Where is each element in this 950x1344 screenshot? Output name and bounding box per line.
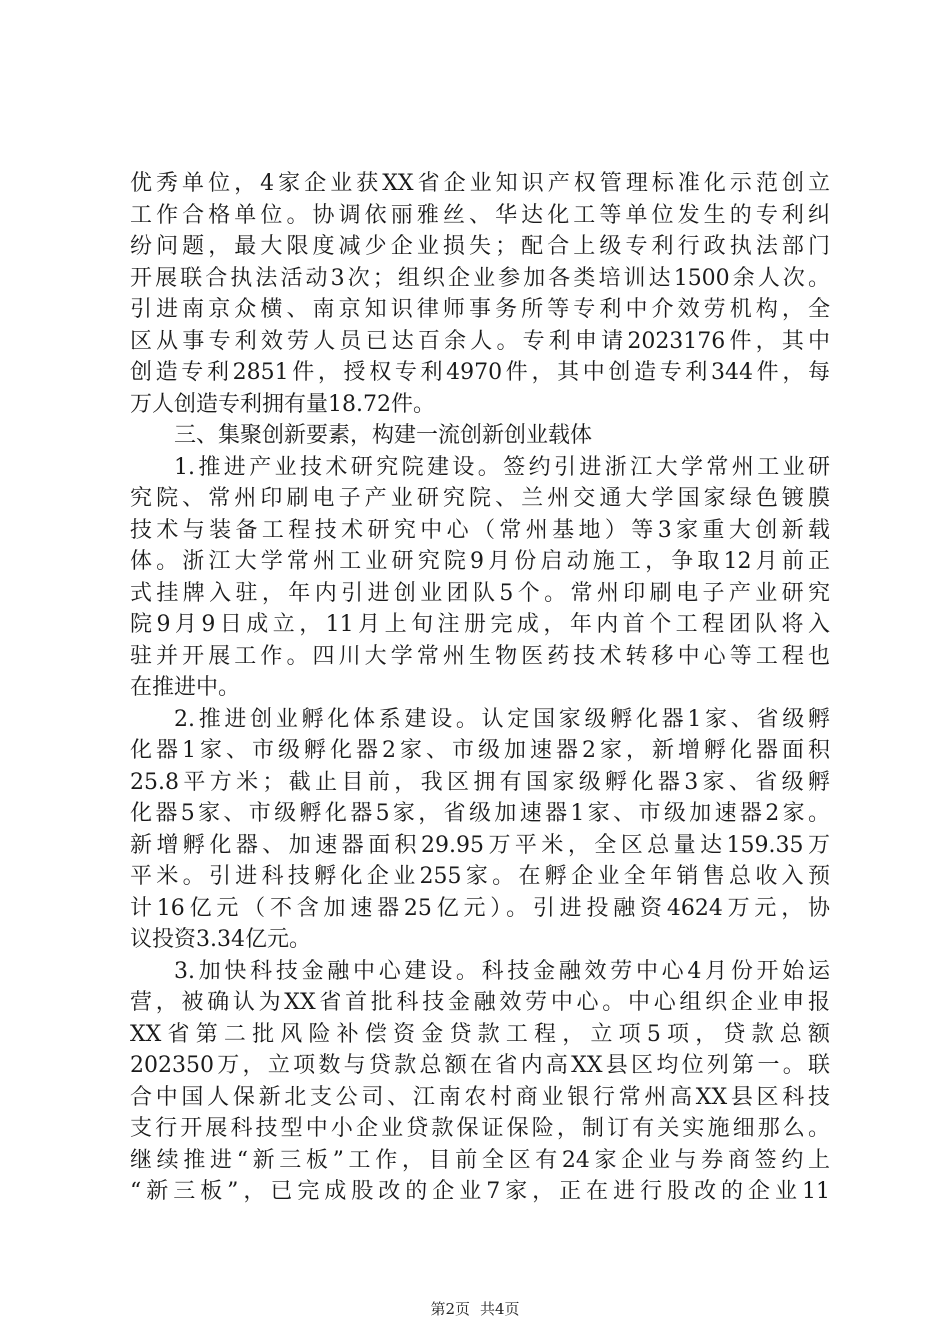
text-line: 202350万，立项数与贷款总额在省内高XX县区均位列第一。联 [130, 1053, 830, 1078]
text-line: 计16亿元（不含加速器25亿元）。引进投融资4624万元，协 [130, 895, 830, 921]
text-line: 究院、常州印刷电子产业研究院、兰州交通大学国家绿色镀膜 [130, 486, 830, 511]
text-line: 驻并开展工作。四川大学常州生物医药技术转移中心等工程也 [130, 643, 830, 669]
page-total: 共4页 [480, 1300, 520, 1318]
text-line: 工作合格单位。协调依丽雅丝、华达化工等单位发生的专利纠 [130, 202, 830, 228]
text-line: 合中国人保新北支公司、江南农村商业银行常州高XX县区科技 [130, 1084, 830, 1110]
text-line: 万人创造专利拥有量18.72件。 [130, 391, 435, 417]
text-line: 议投资3.34亿元。 [130, 927, 311, 952]
text-line: 体。浙江大学常州工业研究院9月份启动施工，争取12月前正 [130, 549, 830, 574]
text-line: 院9月9日成立，11月上旬注册完成，年内首个工程团队将入 [130, 612, 830, 637]
text-line: 创造专利2851件，授权专利4970件，其中创造专利344件，每 [130, 360, 830, 385]
text-line: 优秀单位，4家企业获XX省企业知识产权管理标准化示范创立 [130, 171, 830, 196]
page-footer [0, 1298, 950, 1319]
text-line: 2.推进创业孵化体系建设。认定国家级孵化器1家、省级孵 [174, 706, 830, 732]
text-line: 1.推进产业技术研究院建设。签约引进浙江大学常州工业研 [174, 454, 830, 480]
text-line: 营，被确认为XX省首批科技金融效劳中心。中心组织企业申报 [130, 990, 830, 1015]
text-line: 3.加快科技金融中心建设。科技金融效劳中心4月份开始运 [174, 958, 830, 984]
text-line: 三、集聚创新要素，构建一流创新创业载体 [174, 423, 593, 448]
text-line: XX省第二批风险补偿资金贷款工程，立项5项，贷款总额 [130, 1021, 830, 1047]
text-line: 化器5家、市级孵化器5家，省级加速器1家、市级加速器2家。 [130, 801, 830, 826]
text-line: 开展联合执法活动3次；组织企业参加各类培训达1500余人次。 [130, 265, 830, 291]
text-line: 新增孵化器、加速器面积29.95万平米，全区总量达159.35万 [130, 832, 830, 858]
text-line: 25.8平方米；截止目前，我区拥有国家级孵化器3家、省级孵 [130, 769, 830, 795]
text-line: 式挂牌入驻，年内引进创业团队5个。常州印刷电子产业研究 [130, 580, 830, 606]
text-line: 在推进中。 [130, 675, 241, 700]
text-line: 引进南京众横、南京知识律师事务所等专利中介效劳机构，全 [130, 297, 830, 322]
page-number: 第2页 [430, 1300, 470, 1318]
text-line: 化器1家、市级孵化器2家、市级加速器2家，新增孵化器面积 [130, 738, 830, 763]
text-line: 平米。引进科技孵化企业255家。在孵企业全年销售总收入预 [130, 864, 830, 889]
text-line: 技术与装备工程技术研究中心（常州基地）等3家重大创新载 [130, 517, 830, 543]
text-line: 区从事专利效劳人员已达百余人。专利申请2023176件，其中 [130, 328, 830, 354]
text-line: 继续推进“新三板”工作，目前全区有24家企业与券商签约上 [130, 1147, 830, 1173]
text-line: “新三板”，已完成股改的企业7家，正在进行股改的企业11 [130, 1179, 830, 1204]
text-line: 纷问题，最大限度减少企业损失；配合上级专利行政执法部门 [130, 234, 830, 259]
text-line: 支行开展科技型中小企业贷款保证保险，制订有关实施细那么。 [130, 1116, 830, 1141]
document-body [130, 168, 830, 1208]
